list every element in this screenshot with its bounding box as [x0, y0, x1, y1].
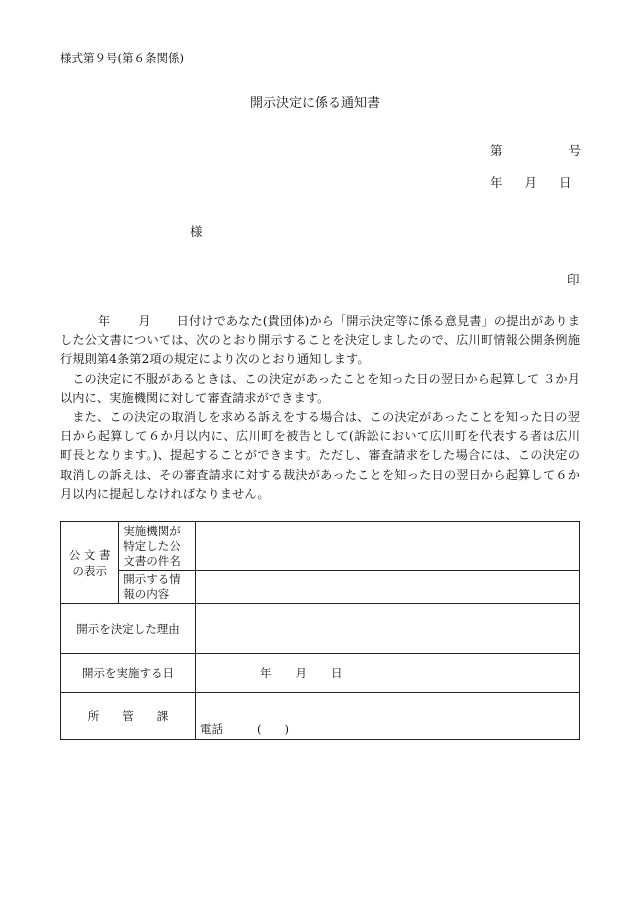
disclosure-content-value[interactable]: [196, 571, 580, 604]
impl-date-month: 月: [295, 666, 307, 680]
doc-display-label: 公 文 書の表示: [61, 522, 119, 604]
p1-month: 月: [138, 314, 151, 328]
paragraph-1: [60, 312, 580, 370]
disclosure-content-label: 開示する情報の内容: [119, 571, 196, 604]
phone-label: 電話: [200, 722, 223, 736]
document-number: [490, 141, 581, 159]
disclosure-info-table: [60, 521, 580, 740]
phone-paren: ( ): [257, 722, 289, 736]
p1-year: 年: [98, 314, 111, 328]
form-number-label: 様式第９号(第６条関係): [60, 51, 184, 65]
notice-body: [60, 312, 580, 504]
impl-date-year: 年: [260, 666, 272, 680]
date-year: 年: [490, 175, 503, 190]
paragraph-2: この決定に不服があるときは、この決定があったことを知った日の翌日から起算して ３か月以内に、実施機関に対して審査請求ができます。: [60, 371, 580, 405]
jurisdiction-label: 所 管 課: [61, 693, 196, 740]
implementation-date-label: 開示を実施する日: [61, 654, 196, 693]
doc-name-label: 実施機関が特定した公文書の件名: [119, 522, 196, 571]
jurisdiction-value[interactable]: [196, 693, 580, 740]
reason-label: 開示を決定した理由: [61, 604, 196, 654]
p1-text: 日付けであなた(貴団体)から「開示決定等に係る意見書」の提出がありました公文書については、次のとおり開示することを決定しましたので、広川町情報公開条例施行規則第4条第2項の規定により次のとおり通知します。: [60, 314, 580, 367]
impl-date-day: 日: [331, 666, 343, 680]
addressee: 様: [190, 224, 203, 239]
implementation-date-value[interactable]: [196, 654, 580, 693]
seal-mark: 印: [567, 272, 580, 287]
number-suffix: 号: [568, 143, 582, 158]
number-prefix: 第: [490, 143, 503, 158]
reason-value[interactable]: [196, 604, 580, 654]
document-date: [490, 173, 572, 191]
paragraph-3: また、この決定の取消しを求める訴えをする場合は、この決定があったことを知った日の翌日から起算して６か月以内に、広川町を被告として(訴訟において広川町を代表する者は広川町長となります。)、提起することができます。ただし、審査請求をした場合には、この決定の取消しの訴えは、その審査請求に対する裁決があったことを知った日の翌日から起算して６か月以内に提起しなければなりません。: [60, 410, 580, 501]
doc-name-value[interactable]: [196, 522, 580, 571]
date-month: 月: [524, 175, 538, 190]
date-day: 日: [559, 175, 572, 190]
document-title: 開示決定に係る通知書: [249, 96, 380, 111]
